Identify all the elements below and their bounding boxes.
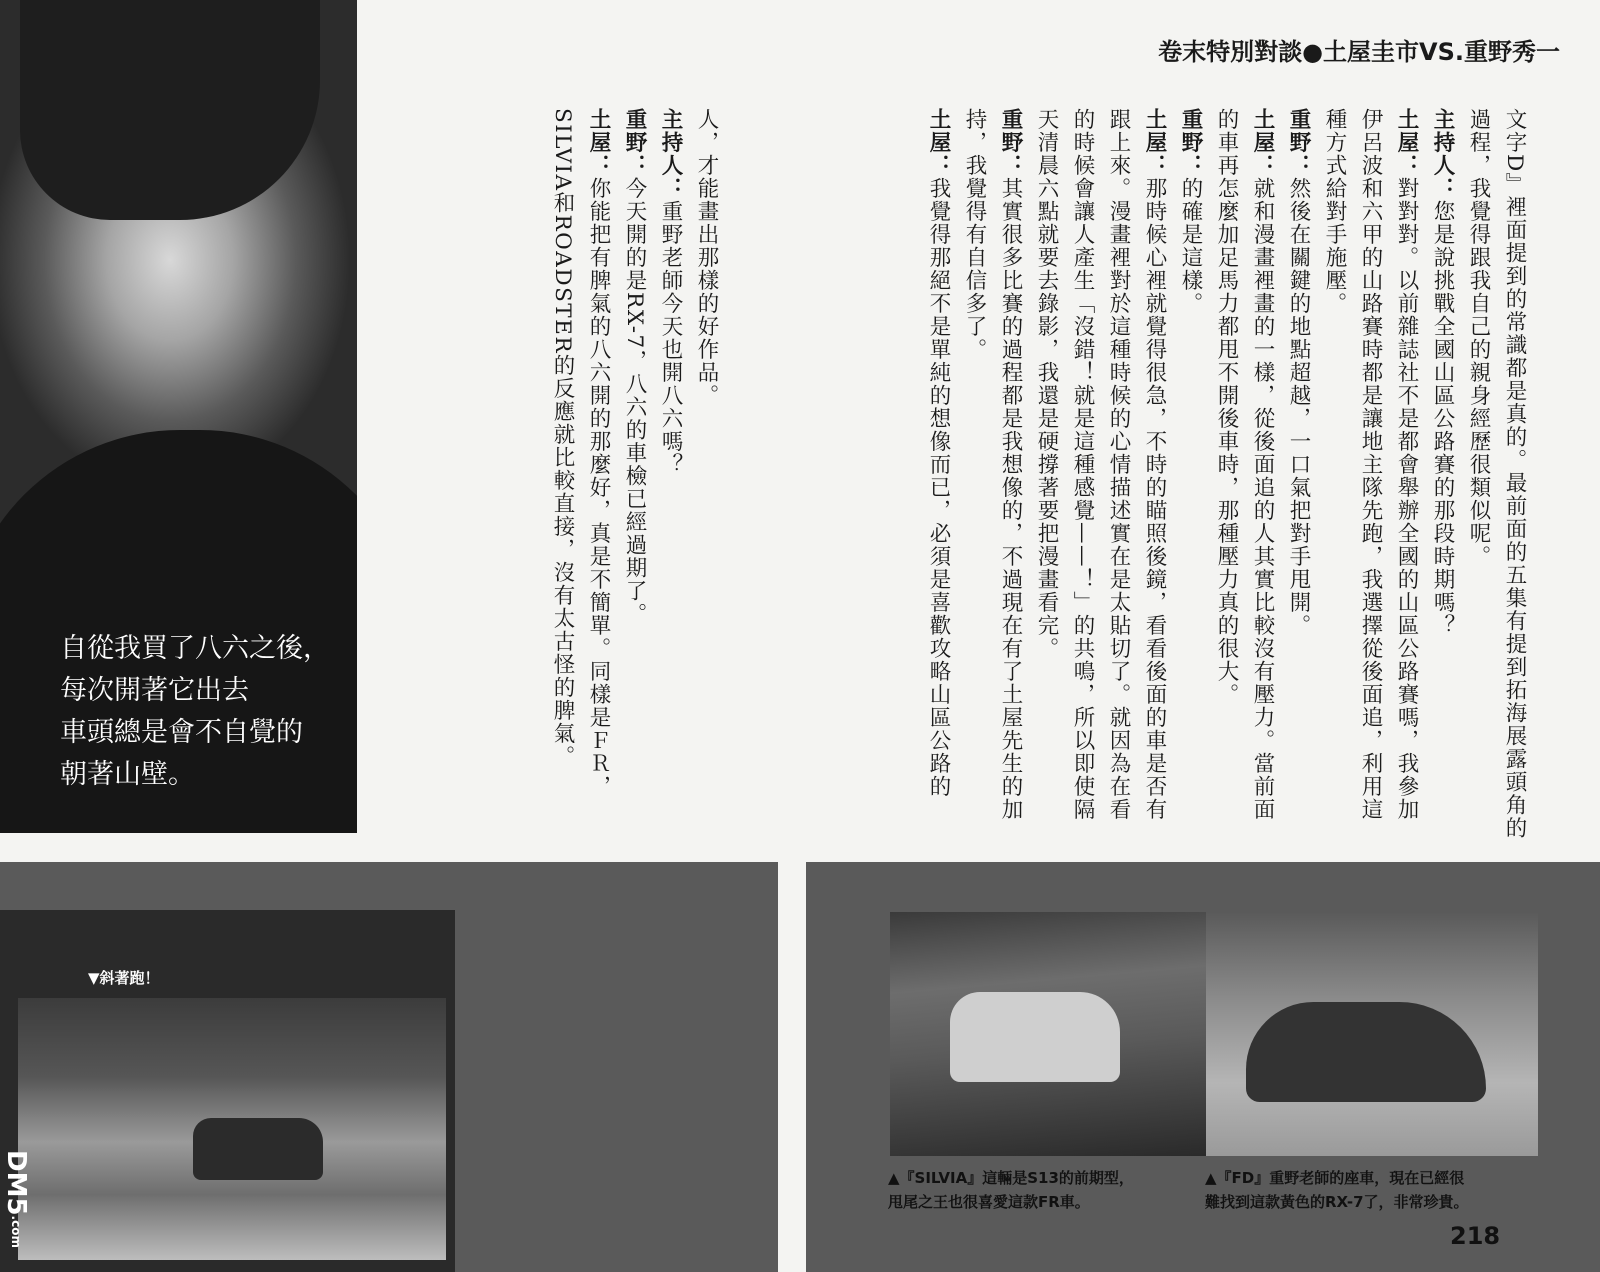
speaker-label: 土屋	[926, 108, 951, 154]
interview-paragraph: 土屋：你能把有脾氣的八六開的那麼好，真是不簡單。同樣是ＦＲ，SILVIA和ROADSTER的反應就比較直接，沒有太古怪的脾氣。	[550, 108, 611, 798]
paragraph-text: 重野老師今天也開八六嗎？	[658, 200, 683, 476]
speaker-label: 重野	[1286, 108, 1311, 154]
paragraph-text: 人，才能畫出那樣的好作品。	[694, 108, 719, 407]
portrait-hair-shape	[20, 0, 320, 220]
pull-quote-line: 每次開著它出去	[60, 675, 249, 706]
speaker-label: 土屋	[1250, 108, 1275, 154]
photo-fd	[1206, 912, 1538, 1156]
paragraph-text: 我覺得那絕不是單純的想像而已，必須是喜歡攻略山區公路的	[926, 177, 951, 798]
interview-paragraph: 土屋：對對對。以前雜誌社不是都會舉辦全國的山區公路賽嗎，我參加伊呂波和六甲的山路賽時都是讓地主隊先跑，我選擇從後面追，利用這種方式給對手施壓。	[1322, 108, 1419, 821]
paragraph-text: 今天開的是RX-7，八六的車檢已經過期了。	[622, 177, 647, 626]
caption-line: 甩尾之王也很喜愛這款FR車。	[888, 1193, 1090, 1211]
paragraph-text: 就和漫畫裡畫的一樣，從後面追的人其實比較沒有壓力。當前面的車再怎麼加足馬力都甩不開後車時，那種壓力真的很大。	[1214, 108, 1275, 821]
fd-car-shape	[1246, 1002, 1486, 1102]
caption-line: ▲『FD』重野老師的座車，現在已經很	[1205, 1169, 1465, 1187]
paragraph-text: 其實很多比賽的過程都是我想像的，不過現在有了土屋先生的加持，我覺得有自信多了。	[962, 108, 1023, 821]
caption-line: ▲『SILVIA』這輛是S13的前期型，	[888, 1169, 1134, 1187]
portrait-photo	[0, 0, 357, 833]
interview-paragraph: 重野：今天開的是RX-7，八六的車檢已經過期了。	[622, 108, 647, 626]
interview-paragraph: 主持人：您是說挑戰全國山區公路賽的那段時期嗎？	[1430, 108, 1455, 637]
speaker-label: 重野	[998, 108, 1023, 154]
interview-text-left	[544, 108, 724, 843]
caption-line: 難找到這款黃色的RX-7了，非常珍貴。	[1205, 1193, 1469, 1211]
paragraph-text: 文字D』裡面提到的常識都是真的。最前面的五集有提到拓海展露頭角的過程，我覺得跟我自己的親身經歷很類似呢。	[1466, 108, 1527, 840]
interview-paragraph: 重野：其實很多比賽的過程都是我想像的，不過現在有了土屋先生的加持，我覺得有自信多了。	[962, 108, 1023, 821]
speaker-label: 重野	[1178, 108, 1203, 154]
watermark-main: DM5	[1, 1150, 31, 1216]
paragraph-text: 的確是這樣。	[1178, 177, 1203, 315]
interview-paragraph: 土屋：我覺得那絕不是單純的想像而已，必須是喜歡攻略山區公路的	[926, 108, 951, 798]
interview-paragraph: 重野：然後在關鍵的地點超越，一口氣把對手甩開。	[1286, 108, 1311, 637]
caption-ae86: ▼斜著跑！	[88, 969, 160, 987]
pull-quote-line: 朝著山壁。	[60, 759, 195, 790]
interview-paragraph	[688, 108, 724, 843]
ae86-car-shape	[193, 1118, 323, 1180]
paragraph-text: 您是說挑戰全國山區公路賽的那段時期嗎？	[1430, 200, 1455, 637]
photo-ae86	[18, 998, 446, 1260]
speaker-label: 土屋	[586, 108, 611, 154]
page-number: 218	[1450, 1222, 1501, 1250]
page-title: 卷末特別對談●土屋圭市VS.重野秀一	[1158, 38, 1560, 66]
speaker-label: 主持人	[1430, 108, 1455, 177]
interview-text-right	[920, 108, 1532, 843]
paragraph-text: 你能把有脾氣的八六開的那麼好，真是不簡單。同樣是ＦＲ，SILVIA和ROADSTER的反應就比較直接，沒有太古怪的脾氣。	[550, 108, 611, 798]
pull-quote-line: 自從我買了八六之後，	[60, 633, 330, 664]
watermark-logo	[2, 1150, 30, 1260]
silvia-car-shape	[950, 992, 1120, 1082]
paragraph-text: 那時候心裡就覺得很急，不時的瞄照後鏡，看看後面的車是否有跟上來。漫畫裡對於這種時候的心情描述實在是太貼切了。就因為在看的時候會讓人產生「沒錯！就是這種感覺——！」的共鳴，所以即使隔天清晨六點就要去錄影，我還是硬撐著要把漫畫看完。	[1034, 108, 1167, 821]
speaker-label: 主持人	[658, 108, 683, 177]
photo-silvia	[890, 912, 1206, 1156]
pull-quote	[60, 628, 350, 796]
interview-paragraph: 重野：的確是這樣。	[1178, 108, 1203, 315]
caption-silvia	[888, 1166, 1198, 1214]
caption-fd	[1205, 1166, 1540, 1214]
paragraph-text: 然後在關鍵的地點超越，一口氣把對手甩開。	[1286, 177, 1311, 637]
watermark-sub: .com	[9, 1215, 23, 1248]
interview-paragraph	[1460, 108, 1532, 843]
speaker-label: 土屋	[1394, 108, 1419, 154]
speaker-label: 土屋	[1142, 108, 1167, 154]
speaker-label: 重野	[622, 108, 647, 154]
interview-paragraph: 主持人：重野老師今天也開八六嗎？	[658, 108, 683, 476]
interview-paragraph: 土屋：就和漫畫裡畫的一樣，從後面追的人其實比較沒有壓力。當前面的車再怎麼加足馬力都甩不開後車時，那種壓力真的很大。	[1214, 108, 1275, 821]
interview-paragraph: 土屋：那時候心裡就覺得很急，不時的瞄照後鏡，看看後面的車是否有跟上來。漫畫裡對於這種時候的心情描述實在是太貼切了。就因為在看的時候會讓人產生「沒錯！就是這種感覺——！」的共鳴，所以即使隔天清晨六點就要去錄影，我還是硬撐著要把漫畫看完。	[1034, 108, 1167, 821]
paragraph-text: 對對對。以前雜誌社不是都會舉辦全國的山區公路賽嗎，我參加伊呂波和六甲的山路賽時都是讓地主隊先跑，我選擇從後面追，利用這種方式給對手施壓。	[1322, 108, 1419, 821]
pull-quote-line: 車頭總是會不自覺的	[60, 717, 303, 748]
